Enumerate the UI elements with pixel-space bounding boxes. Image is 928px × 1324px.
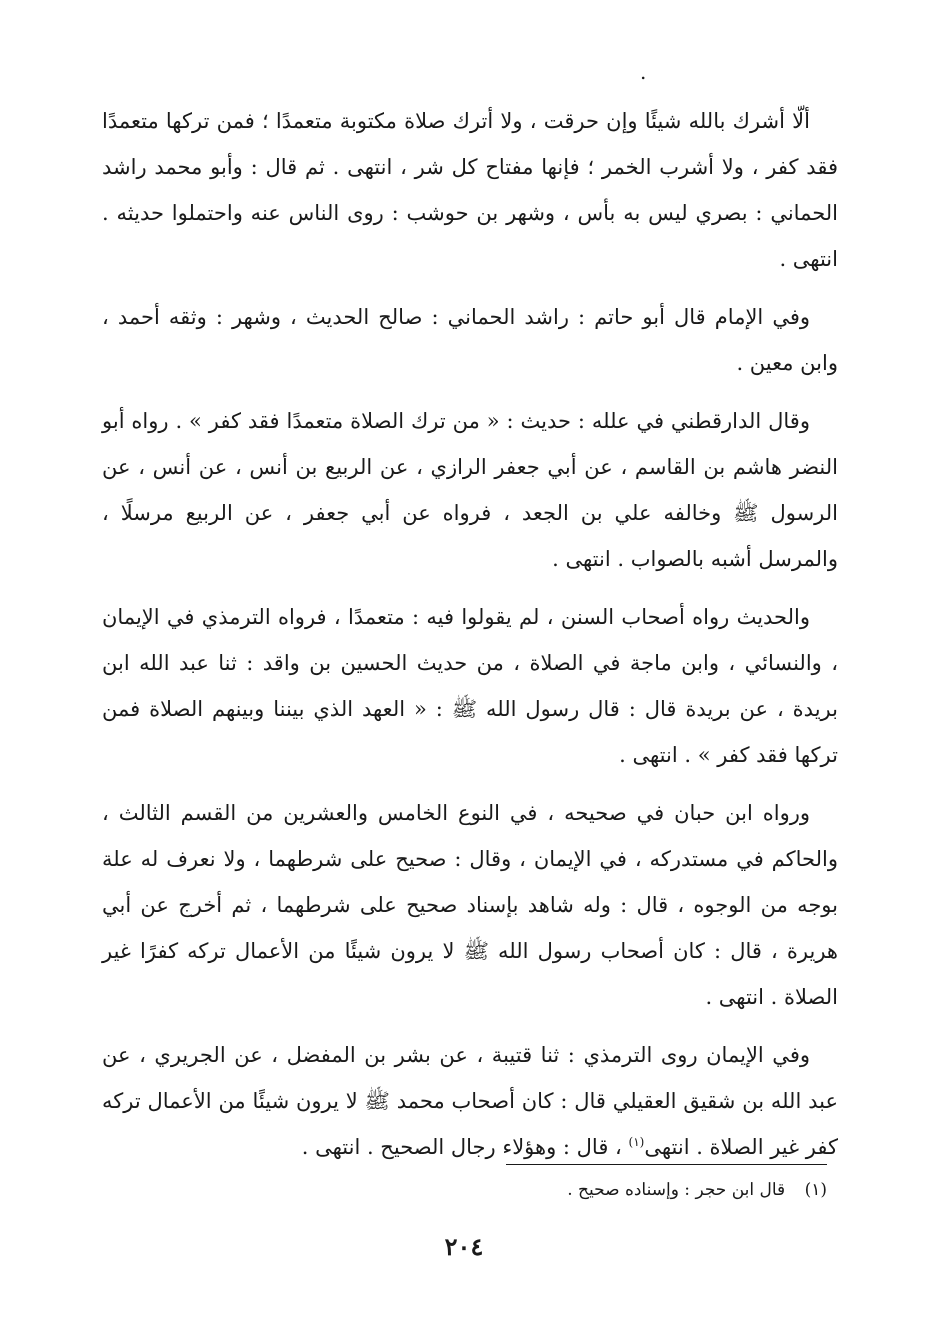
page-number: ٢٠٤ (444, 1232, 484, 1261)
paragraph-1: ألّا أشرك بالله شيئًا وإن حرقت ، ولا أترك صلاة مكتوبة متعمدًا ؛ فمن تركها متعمدًا فقد كفر ، ولا أشرب الخمر ؛ فإنها مفتاح كل شر ، انتهى . ثم قال : وأبو محمد راشد الحماني : بصري ليس به بأس ، وشهر بن حوشب : روى الناس عنه واحتملوا حديثه . انتهى . (102, 109, 838, 271)
footnote (380, 1176, 827, 1204)
paragraph-6-text-after-note: ، قال : وهؤلاء رجال الصحيح . انتهى . (301, 1135, 629, 1159)
footnote-reference: (١) (628, 1135, 645, 1149)
paragraph-6-text-before-note: وفي الإيمان روى الترمذي : ثنا قتيبة ، عن بشر بن المفضل ، عن الجريري ، عن عبد الله بن شقيق العقيلي قال : كان أصحاب محمد ﷺ لا يرون شيئًا من الأعمال تركه كفر غير الصلاة . انتهى (102, 1043, 838, 1159)
footnote-divider (506, 1164, 827, 1165)
paragraph-5: ورواه ابن حبان في صحيحه ، في النوع الخامس والعشرين من القسم الثالث ، والحاكم في مستدركه ، في الإيمان ، وقال : صحيح على شرطهما ، ولا نعرف له علة بوجه من الوجوه ، قال : وله شاهد بإسناد صحيح على شرطهما ، ثم أخرج عن أبي هريرة ، قال : كان أصحاب رسول الله ﷺ لا يرون شيئًا من الأعمال تركه كفرًا غير الصلاة . انتهى . (102, 801, 838, 1009)
footnote-number: (١) (804, 1180, 827, 1200)
paragraph-2: وفي الإمام قال أبو حاتم : راشد الحماني : صالح الحديث ، وشهر : وثقه أحمد ، وابن معين . (102, 305, 838, 375)
top-mark: . (640, 60, 647, 84)
footnote-text: قال ابن حجر : وإسناده صحيح . (567, 1180, 786, 1200)
paragraph-6 (102, 1032, 838, 1170)
main-text (102, 98, 838, 1182)
paragraph-4: والحديث رواه أصحاب السنن ، لم يقولوا فيه : متعمدًا ، فرواه الترمذي في الإيمان ، والنسائي ، وابن ماجة في الصلاة ، من حديث الحسين بن واقد : ثنا عبد الله ابن بريدة ، عن بريدة قال : قال رسول الله ﷺ : « العهد الذي بيننا وبينهم الصلاة فمن تركها فقد كفر » . انتهى . (102, 605, 838, 767)
paragraph-3: وقال الدارقطني في علله : حديث : « من ترك الصلاة متعمدًا فقد كفر » . رواه أبو النضر هاشم بن القاسم ، عن أبي جعفر الرازي ، عن الربيع بن أنس ، عن أنس ، عن الرسول ﷺ وخالفه علي بن الجعد ، فرواه عن أبي جعفر ، عن الربيع مرسلًا ، والمرسل أشبه بالصواب . انتهى . (102, 409, 838, 571)
